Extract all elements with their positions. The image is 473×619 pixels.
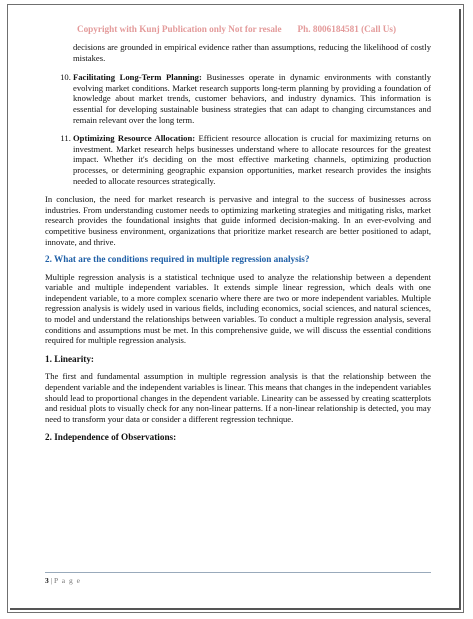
list-item-text: Businesses operate in dynamic environments with constantly evolving market conditions. Market research supports long-term planning by providing a foundation of knowledge about market trends, customer behaviors, and industry dynamics. This information is essential for developing sustainable business strategies that can adapt to changing circumstances and remain relevant over the long term.: [73, 72, 432, 125]
phone-number: Ph. 8006184581 (Call Us): [297, 24, 397, 34]
independence-heading: 2. Independence of Observations:: [45, 432, 177, 443]
list-item: [73, 72, 431, 125]
page-number: 3: [45, 576, 49, 585]
list-item-text: Efficient resource allocation is crucial for maximizing returns on investment. Market research helps businesses understand where to allocate resources for the greatest impact. Whether it's deciding on the most effective marketing channels, optimizing production processes, or determining geographic expansion opportunities, market research provides the insights needed to allocate resources strategically.: [73, 133, 432, 186]
list-item: [73, 133, 431, 186]
list-item-title: Facilitating Long-Term Planning:: [73, 72, 202, 83]
list-item-title: Optimizing Resource Allocation:: [73, 133, 196, 144]
linearity-paragraph: The first and fundamental assumption in multiple regression analysis is that the relationship between the dependent variable and the independent variables is linear. This means that changes in the independent variables should lead to proportional changes in the dependent variable. Linearity can be assessed by creating scatterplots and residual plots to visually check for any non-linear patterns. If a non-linear relationship is detected, you may need to transform your data or consider a different regression technique.: [45, 371, 431, 424]
question-heading: 2. What are the conditions required in multiple regression analysis?: [45, 254, 310, 265]
page-header: [0, 24, 473, 34]
page-label: P a g e: [54, 576, 81, 585]
intro-paragraph: Multiple regression analysis is a statistical technique used to analyze the relationship between a dependent variable and multiple independent variables. It extends simple linear regression, which deals with one independent variable, to a more complex scenario where there are two or more independent variables. Multiple regression analysis is widely used in various fields, including economics, social sciences, and natural sciences, to model and understand the relationships between variables. To conduct a multiple regression analysis, several conditions and assumptions must be met. In this comprehensive guide, we will discuss the essential conditions required for multiple regression analysis.: [45, 271, 431, 346]
copyright-notice: Copyright with Kunj Publication only Not for resale: [76, 24, 282, 34]
page-content: [45, 42, 431, 450]
footer-separator: |: [50, 576, 53, 585]
linearity-heading: 1. Linearity:: [45, 353, 94, 364]
numbered-list: [45, 72, 431, 186]
conclusion-paragraph: In conclusion, the need for market research is pervasive and integral to the success of businesses across industries. From understanding customer needs to optimizing marketing strategies and mitigating risks, market research provides the foundational insights that guide informed decision-making. In an ever-evolving and competitive business environment, organizations that prioritize market research are better positioned to adapt, innovate, and thrive.: [45, 194, 431, 247]
continued-list-text: decisions are grounded in empirical evidence rather than assumptions, reducing the likelihood of costly mistakes.: [73, 42, 431, 63]
page-footer: [45, 572, 431, 585]
